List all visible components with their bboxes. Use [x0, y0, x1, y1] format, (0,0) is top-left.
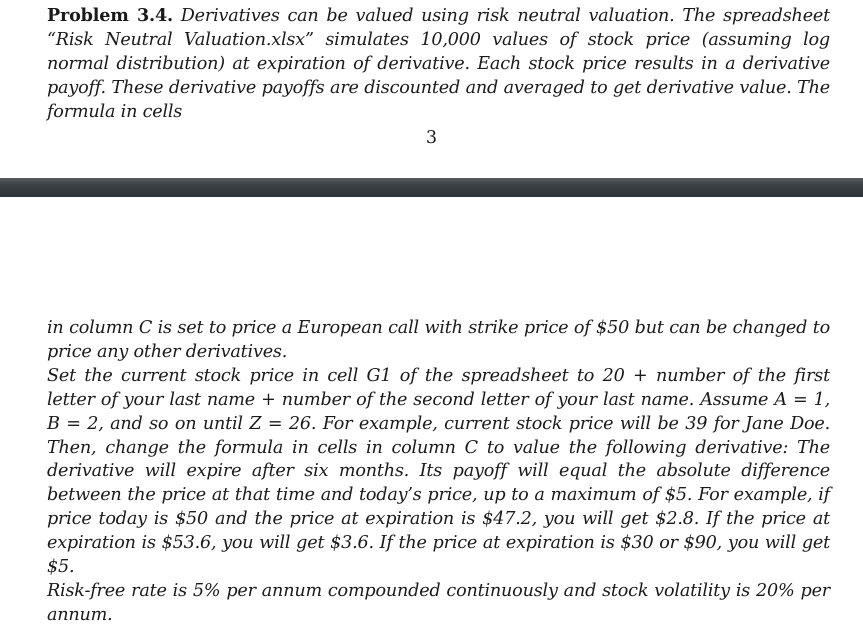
document-page-bottom	[0, 197, 863, 624]
problem-paragraph	[47, 4, 830, 125]
continuation-text: in column C is set to price a European call with strike price of $50 but can be changed to price any other derivatives.	[47, 318, 830, 362]
risk-free-text: Risk-free rate is 5% per annum compounded continuously and stock volatility is 20% per annum.	[47, 580, 830, 625]
page-number: 3	[425, 128, 438, 148]
instructions-text: Set the current stock price in cell G1 of the spreadsheet to 20 + number of the first letter of your last name + number of the second letter of your last name. Assume A = 1, B = 2, and so on until Z = 26. For example, current stock price will be 39 for Jane Doe. Then, change the formula in cells in column C to value the following derivative: The derivative will expire after six months. Its payoff will equal the absolute difference between the price at that time and today’s price, up to a maximum of $5. For example, if price today is $50 and the price at expiration is $47.2, you will get $2.8. If the price at expiration is $53.6, you will get $3.6. If the price at expiration is $30 or $90, you will get $5.	[47, 365, 830, 578]
problem-label: Problem 3.4.	[47, 5, 173, 26]
problem-intro-text: Derivatives can be valued using risk neutral valuation. The spreadsheet “Risk Neutral Valuation.xlsx” simulates 10,000 values of stock price (assuming log normal distribution) at expiration of derivative. Each stock price results in a derivative payoff. These derivative payoffs are discounted and averaged to get derivative value. The formula in cells	[47, 6, 830, 122]
page-break-divider	[0, 178, 863, 197]
document-page-top	[0, 0, 863, 178]
problem-continuation-paragraph	[47, 317, 830, 628]
